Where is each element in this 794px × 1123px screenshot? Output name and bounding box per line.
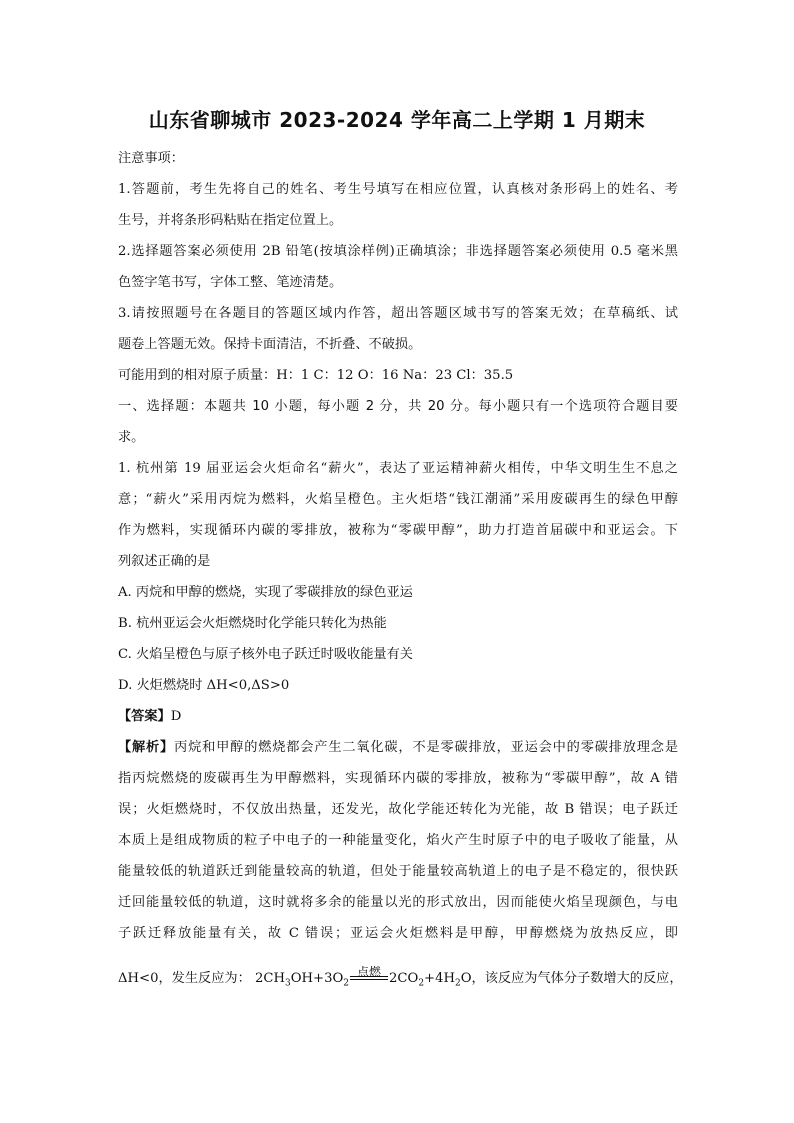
analysis-equation-line — [118, 963, 683, 994]
question-stem: 意；“薪火”采用丙烷为燃料，火焰呈橙色。主火炬塔“钱江潮涌”采用废碳再生的绿色甲醇 — [118, 492, 678, 507]
reaction-condition: 点燃 — [357, 964, 382, 979]
analysis-line: 迁回能量较低的轨道，这时就将多余的能量以光的形式放出，因而能使火焰呈现颜色，与电 — [118, 895, 678, 910]
analysis-line: 能量较低的轨道跃迁到能量较高的轨道，但处于能量较高轨道上的电子是不稳定的，很快跃 — [118, 864, 678, 879]
notice-heading: 注意事项： — [118, 151, 184, 166]
notice-line: 色签字笔书写，字体工整、笔迹清楚。 — [118, 275, 343, 290]
notice-line: 3.请按照题号在各题目的答题区域内作答，超出答题区域书写的答案无效；在草稿纸、试 — [118, 306, 678, 321]
analysis-line: 指丙烷燃烧的废碳再生为甲醇燃料，实现循环内碳的零排放，被称为“零碳甲醇”，故 A 错 — [118, 771, 678, 786]
analysis-line: 本质上是组成物质的粒子中电子的一种能量变化，焰火产生时原子中的电子吸收了能量，从 — [118, 833, 678, 848]
atomic-mass-line: 可能用到的相对原子质量：H：1 C：12 O：16 Na：23 Cl：35.5 — [118, 368, 514, 383]
equation-text: OH+3O — [290, 971, 344, 986]
question-stem: 1. 杭州第 19 届亚运会火炬命名“薪火”，表达了亚运精神薪火相传，中华文明生生不息之 — [118, 461, 678, 476]
answer-line — [118, 701, 678, 732]
equation-text: O — [460, 971, 472, 986]
analysis-line — [118, 732, 678, 763]
document-body — [118, 143, 683, 994]
section-heading: 求。 — [118, 430, 145, 445]
question-stem: 作为燃料，实现循环内碳的零排放，被称为“零碳甲醇”，助力打造首届碳中和亚运会。下 — [118, 523, 678, 538]
analysis-line: 误；火炬燃烧时，不仅放出热量，还发光，故化学能还转化为光能，故 B 错误；电子跃迁 — [118, 802, 678, 817]
analysis-label: 【解析】 — [118, 740, 175, 755]
notice-line: 生号，并将条形码粘贴在指定位置上。 — [118, 213, 343, 228]
section-heading: 一、选择题：本题共 10 小题，每小题 2 分，共 20 分。每小题只有一个选项符合题目要 — [118, 399, 678, 414]
analysis-text: 丙烷和甲醇的燃烧都会产生二氧化碳，不是零碳排放，亚运会中的零碳排放理念是 — [174, 740, 679, 755]
option-b: B. 杭州亚运会火炬燃烧时化学能只转化为热能 — [118, 616, 387, 631]
page-title: 山东省聊城市 2023-2024 学年高二上学期 1 月期末 — [148, 108, 646, 132]
option-c: C. 火焰呈橙色与原子核外电子跃迁时吸收能量有关 — [118, 647, 413, 662]
equation-subscript: 2 — [418, 978, 425, 989]
answer-value: D — [170, 709, 182, 724]
equation-suffix: ，该反应为气体分子数增大的反应， — [471, 971, 683, 986]
equation-text: 2CO — [389, 971, 419, 986]
equation-text: +4H — [424, 971, 455, 986]
question-stem: 列叙述正确的是 — [118, 554, 211, 569]
equation-text: 2CH — [254, 971, 285, 986]
notice-line: 1.答题前，考生先将自己的姓名、考生号填写在相应位置，认真核对条形码上的姓名、考 — [118, 182, 678, 197]
option-d: D. 火炬燃烧时 ΔH<0,ΔS>0 — [118, 678, 290, 693]
chemical-equation — [255, 963, 472, 1000]
answer-label: 【答案】 — [118, 709, 171, 724]
notice-line: 题卷上答题无效。保持卡面清洁，不折叠、不破损。 — [118, 337, 422, 352]
equation-prefix: ΔH<0，发生反应为： — [118, 971, 251, 986]
equation-subscript: 3 — [284, 978, 291, 989]
notice-line: 2.选择题答案必须使用 2B 铅笔(按填涂样例)正确填涂；非选择题答案必须使用 0.5 毫米黑 — [118, 244, 678, 259]
analysis-line: 子跃迁释放能量有关，故 C 错误；亚运会火炬燃料是甲醇，甲醇燃烧为放热反应，即 — [118, 926, 678, 941]
reaction-arrow — [350, 964, 388, 984]
equation-subscript: 2 — [455, 978, 461, 989]
equation-subscript: 2 — [343, 978, 350, 989]
option-a: A. 丙烷和甲醇的燃烧，实现了零碳排放的绿色亚运 — [118, 585, 413, 600]
